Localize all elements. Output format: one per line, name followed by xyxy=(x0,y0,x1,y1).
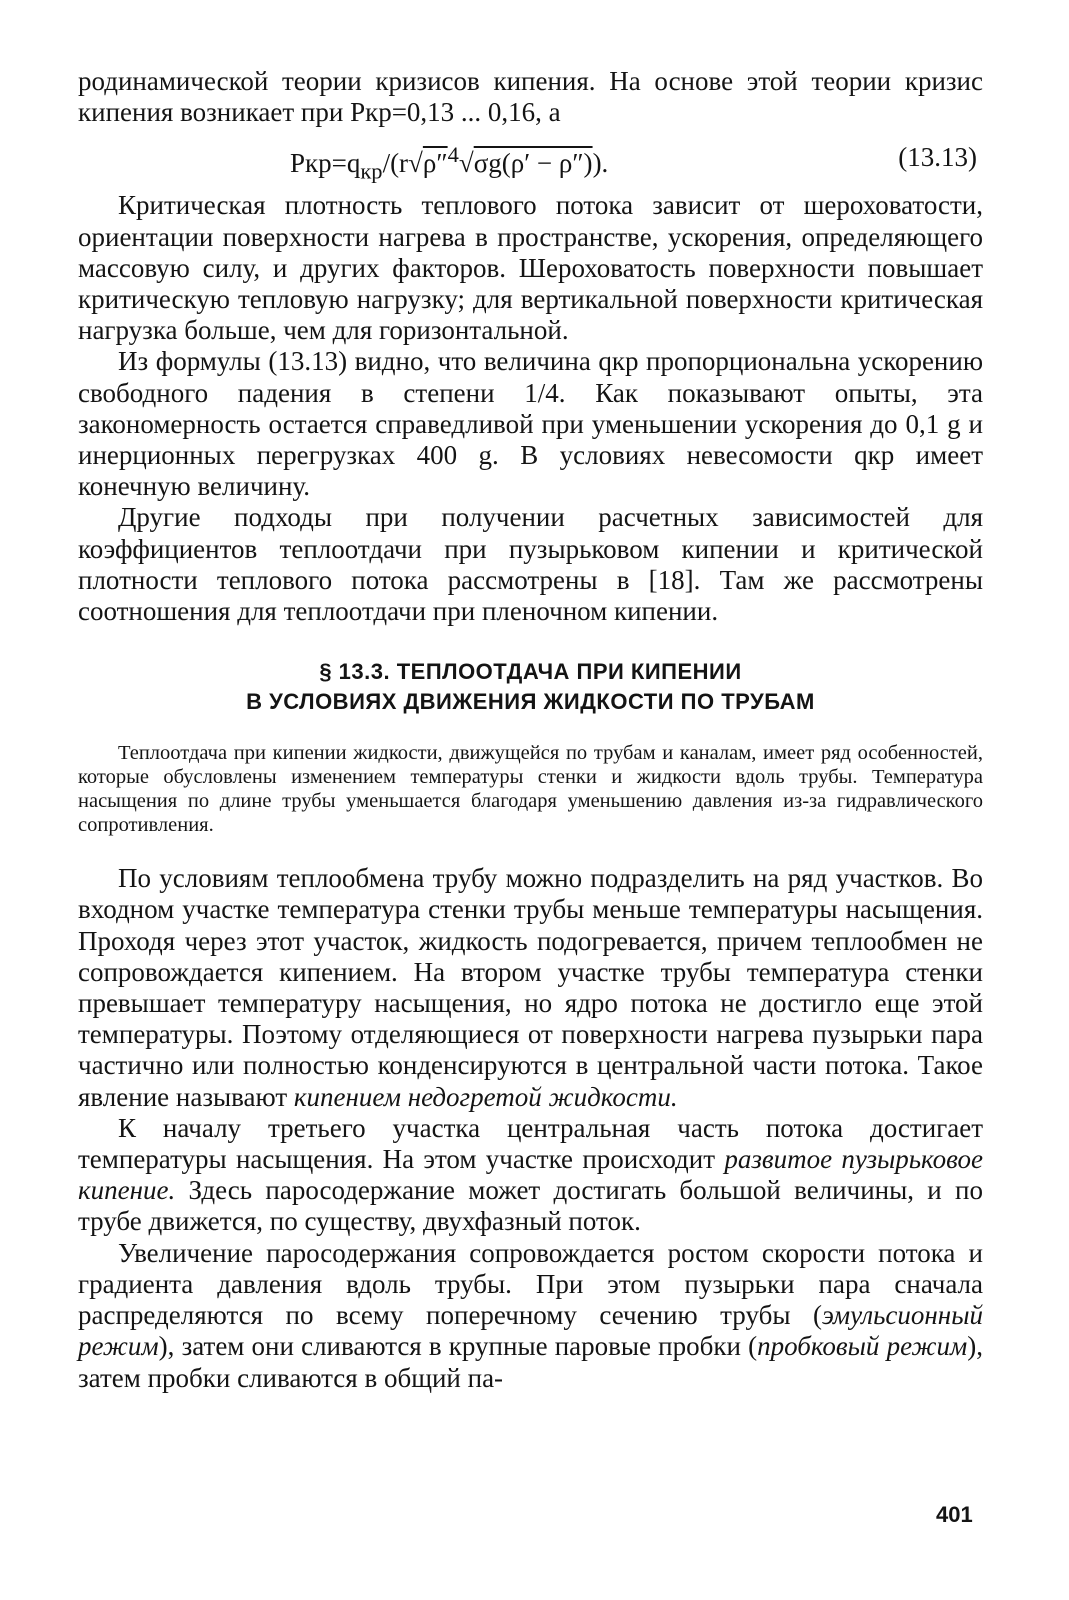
formula-mid: /(r xyxy=(382,148,409,179)
paragraph-roughness: Критическая плотность теплового потока зависит от шероховатости, ориентации поверхности нагрева в пространстве, ускорения, определяющего массовую силу, и других факторов. Шероховатость поверхности повышает критическую тепловую нагрузку; для вертикальной поверхности критическая нагрузка больше, чем для горизонтальной. xyxy=(78,190,983,346)
formula-expression xyxy=(290,142,608,184)
sqrt-symbol: √ xyxy=(458,148,474,179)
section-heading-line1: § 13.3. ТЕПЛООТДАЧА ПРИ КИПЕНИИ xyxy=(319,659,742,685)
formula-root2: σg(ρ′ − ρ″) xyxy=(473,148,593,179)
term-subcooled-boiling: кипением недогретой жидкости. xyxy=(293,1081,678,1112)
formula-root1: ρ″ xyxy=(422,148,448,179)
paragraph-third-section-b: Здесь паросодержание может достигать большой величины, и по трубе движется, по существу, двухфазный поток. xyxy=(78,1175,983,1237)
paragraph-regimes-a: Увеличение паросодержания сопровождается ростом скорости потока и градиента давления вдоль трубы. При этом пузырьки пара сначала распределяются по всему поперечному сечению трубы ( xyxy=(78,1237,983,1331)
paragraph-continued: родинамической теории кризисов кипения. На основе этой теории кризис кипения возникает при Ркр=0,13 ... 0,16, а xyxy=(78,66,983,128)
paragraph-regimes-b: ), затем они сливаются в крупные паровые пробки ( xyxy=(158,1331,758,1362)
formula-13-13 xyxy=(78,128,983,190)
term-developed-boiling: развитое пузырьковое кипение. xyxy=(78,1144,984,1206)
sqrt-symbol: √ xyxy=(408,148,423,179)
formula-close: ). xyxy=(592,148,609,179)
formula-q-subscript: кр xyxy=(360,158,383,184)
formula-root-index: 4 xyxy=(447,142,459,168)
paragraph-formula-analysis: Из формулы (13.13) видно, что величина qкр пропорциональна ускорению свободного падения в степени 1/4. Как показывают опыты, эта закономерность остается справедливой при уменьшении ускорения до 0,1 g и инерционных перегрузках 400 g. В условиях невесомости qкр имеет конечную величину. xyxy=(78,346,983,502)
page-number: 401 xyxy=(936,1502,973,1527)
term-slug-regime: пробковый режим xyxy=(757,1331,968,1362)
paragraph-other-approaches: Другие подходы при получении расчетных зависимостей для коэффициентов теплоотдачи при пузырьковом кипении и критической плотности теплового потока рассмотрены в [18]. Там же рассмотрены соотношения для теплоотдачи при пленочном кипении. xyxy=(78,502,983,627)
section-heading xyxy=(78,657,983,717)
paragraph-third-section xyxy=(78,1113,983,1238)
formula-lhs: Ркр=q xyxy=(290,148,361,179)
paragraph-tube-sections-text: По условиям теплообмена трубу можно подразделить на ряд участков. Во входном участке температура стенки трубы меньше температуры насыщения. Проходя через этот участок, жидкость подогревается, причем теплообмен не сопровождается кипением. На втором участке трубы температура стенки превышает температуру насыщения, но ядро потока не достигло еще этой температуры. Поэтому отделяющиеся от поверхности нагрева пузырьки пара частично или полностью конденсируются в центральной части потока. Такое явление называют xyxy=(78,863,983,1112)
paragraph-tube-sections xyxy=(78,863,983,1113)
paragraph-regimes xyxy=(78,1238,983,1394)
formula-number: (13.13) xyxy=(898,142,977,173)
section-heading-line2: В УСЛОВИЯХ ДВИЖЕНИЯ ЖИДКОСТИ ПО ТРУБАМ xyxy=(246,689,815,715)
paragraph-regimes-c: ), затем пробки сливаются в общий па- xyxy=(78,1331,983,1393)
page-content xyxy=(78,66,983,1394)
section-abstract: Теплоотдача при кипении жидкости, движущейся по трубам и каналам, имеет ряд особенностей, которые обусловлены изменением температуры стенки и жидкости вдоль трубы. Температура насыщения по длине трубы уменьшается благодаря уменьшению давления из-за гидравлического сопротивления. xyxy=(78,742,983,837)
term-emulsion-regime: эмульсионный режим xyxy=(78,1300,983,1362)
paragraph-third-section-a: К началу третьего участка центральная часть потока достигает температуры насыщения. На этом участке происходит xyxy=(78,1112,983,1175)
